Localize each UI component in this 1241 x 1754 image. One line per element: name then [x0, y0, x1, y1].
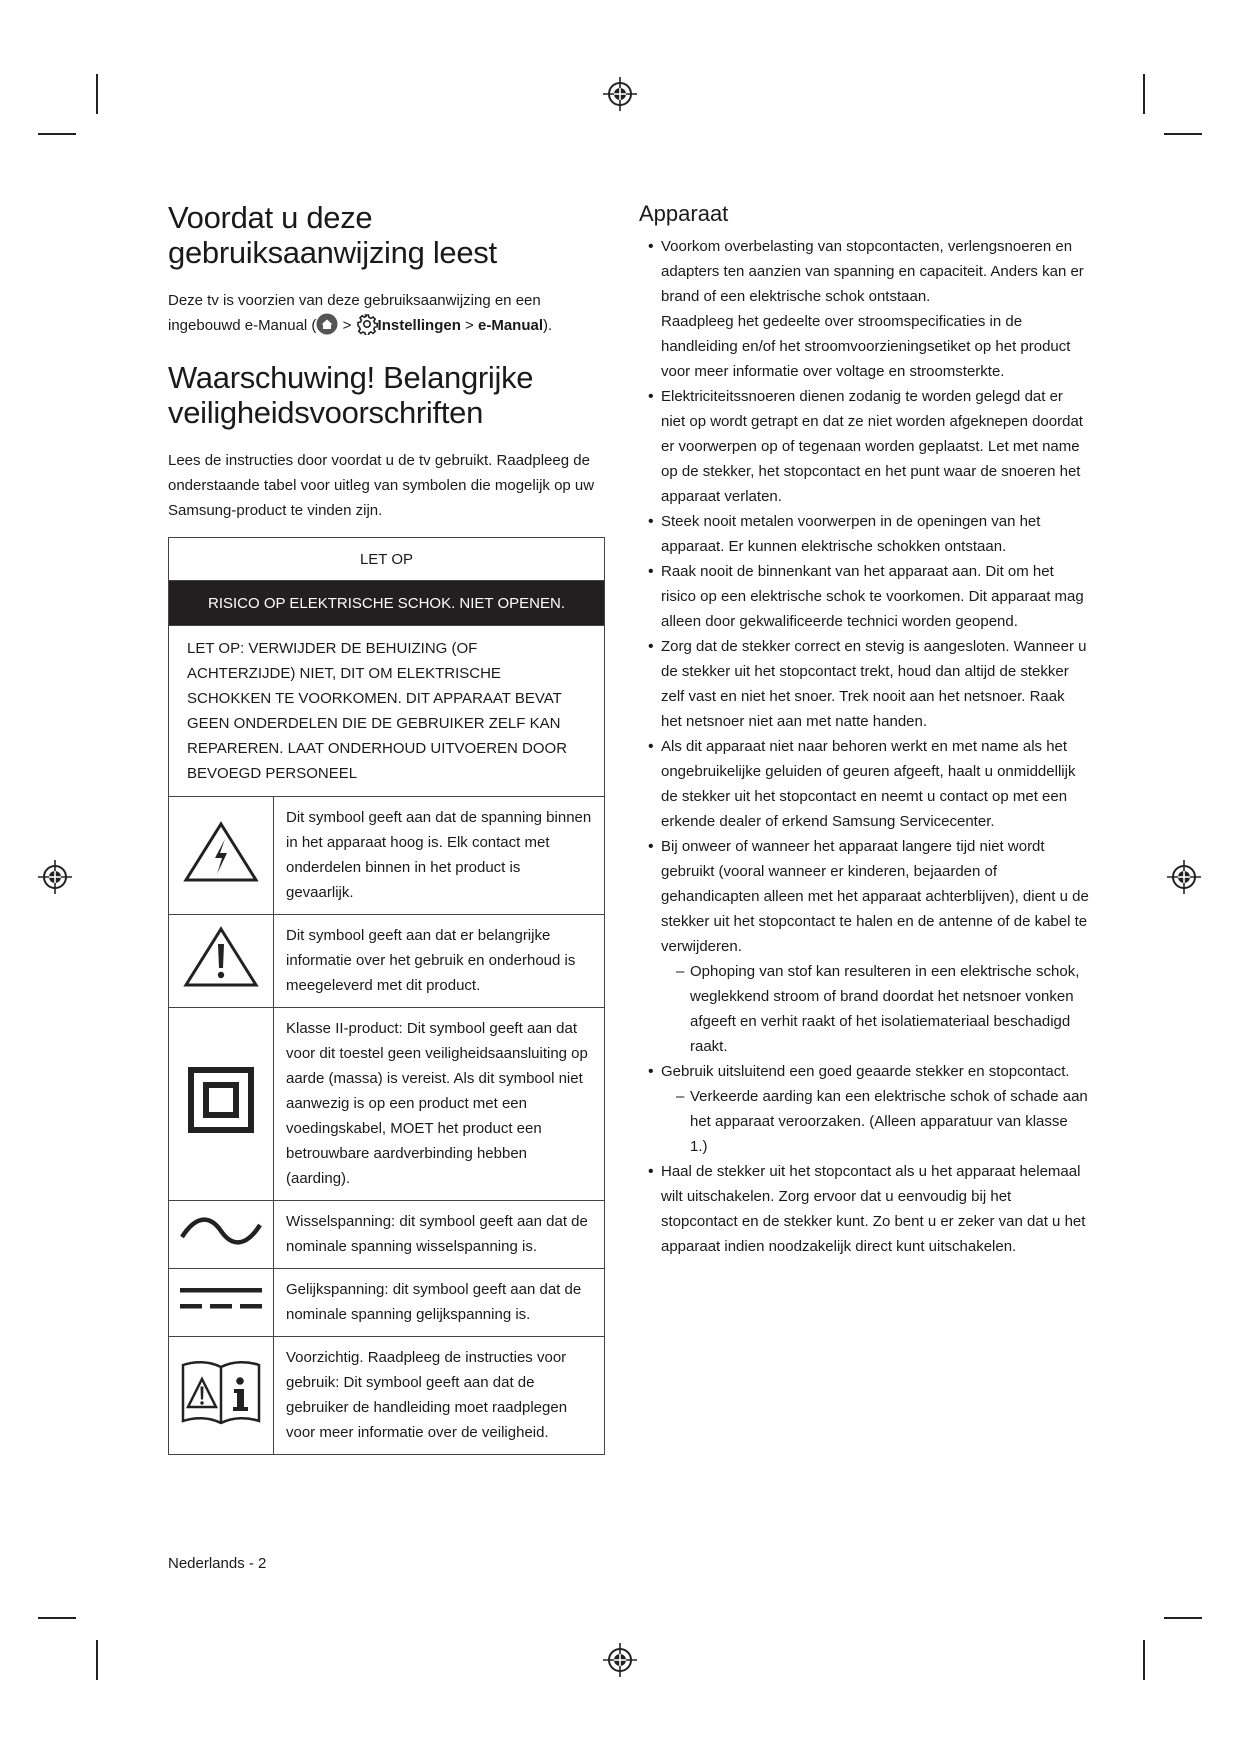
caution-text: LET OP: VERWIJDER DE BEHUIZING (OF ACHTERZIJDE) NIET, DIT OM ELEKTRISCHE SCHOKKEN TE VOORKOMEN. DIT APPARAAT BEVAT GEEN ONDERDELEN DIE DE GEBRUIKER ZELF KAN REPAREREN. LAAT ONDERHOUD UITVOEREN DOOR BEVOEGD PERSONEEL	[169, 626, 605, 797]
safety-symbols-table	[168, 537, 605, 1455]
registration-mark-icon	[38, 860, 72, 894]
left-column	[168, 200, 608, 1455]
table-row	[169, 1337, 605, 1455]
warning-title: Waarschuwing! Belangrijke veiligheidsvoorschriften	[168, 360, 534, 430]
list-item	[639, 509, 1089, 559]
sub-list	[661, 959, 1089, 1059]
crop-mark	[38, 133, 76, 135]
list-item	[639, 1059, 1089, 1159]
row-description: Wisselspanning: dit symbool geeft aan dat de nominale spanning wisselspanning is.	[274, 1201, 605, 1269]
settings-label: Instellingen	[377, 317, 461, 334]
right-column	[639, 200, 1089, 1259]
row-description: Dit symbool geeft aan dat de spanning binnen in het apparaat hoog is. Elk contact met onderdelen binnen in het product is gevaarlijk.	[274, 797, 605, 915]
registration-mark-icon	[603, 1643, 637, 1677]
registration-mark-icon	[603, 77, 637, 111]
intro-text: Deze tv is voorzien van deze gebruiksaanwijzing en een ingebouwd e-Manual (	[168, 292, 541, 334]
list-item	[639, 384, 1089, 509]
gear-icon	[356, 313, 378, 335]
list-item-text: Bij onweer of wanneer het apparaat langere tijd niet wordt gebruikt (vooral wanneer er kinderen, bejaarden of gehandicapten alleen met het apparaat achterblijven), dient u de stekker uit het stopcontact te halen en de antenne of de kabel te verwijderen.	[661, 838, 1089, 955]
crop-mark	[1164, 133, 1202, 135]
nav-separator: >	[460, 317, 478, 334]
dc-voltage-icon	[178, 1282, 264, 1316]
list-item	[639, 634, 1089, 734]
table-header: LET OP	[169, 538, 605, 581]
table-row	[169, 1008, 605, 1201]
list-item-text: Haal de stekker uit het stopcontact als u het apparaat helemaal wilt uitschakelen. Zorg ervoor dat u eenvoudig bij het stopcontact en de stekker kunt. Zo bent u er zeker van dat u het apparaat indien noodzakelijk direct kunt uitschakelen.	[661, 1163, 1086, 1255]
list-item	[639, 559, 1089, 634]
table-row	[169, 797, 605, 915]
row-description: Klasse II-product: Dit symbool geeft aan dat voor dit toestel geen veiligheidsaansluiting op aarde (massa) is vereist. Als dit symbool niet aanwezig is op een product met een voedingskabel, MOET het product een betrouwbare aardverbinding hebben (aarding).	[274, 1008, 605, 1201]
crop-mark	[38, 1617, 76, 1619]
emanual-label: e-Manual	[478, 317, 544, 334]
home-icon	[316, 313, 338, 335]
page-number: Nederlands - 2	[168, 1555, 267, 1572]
exclamation-warning-icon	[181, 924, 261, 990]
list-item-text: Zorg dat de stekker correct en stevig is aangesloten. Wanneer u de stekker uit het stopcontact trekt, houd dan altijd de stekker zelf vast en niet het snoer. Trek nooit aan het netsnoer. Raak het netsnoer niet aan met natte handen.	[661, 638, 1087, 730]
table-row	[169, 1201, 605, 1269]
sub-list-item: – Verkeerde aarding kan een elektrische schok of schade aan het apparaat veroorzaken. (Alleen apparatuur van klasse 1.)	[680, 1084, 1089, 1159]
warning-paragraph: Lees de instructies door voordat u de tv gebruikt. Raadpleeg de onderstaande tabel voor uitleg van symbolen die mogelijk op uw Samsung-product te vinden zijn.	[168, 452, 595, 519]
list-item	[639, 834, 1089, 1059]
row-description: Voorzichtig. Raadpleeg de instructies voor gebruik: Dit symbool geeft aan dat de gebruiker de handleiding moet raadplegen voor meer informatie over de veiligheid.	[274, 1337, 605, 1455]
list-item	[639, 1159, 1089, 1259]
risk-banner: RISICO OP ELEKTRISCHE SCHOK. NIET OPENEN.	[169, 581, 605, 626]
manual-caution-icon	[179, 1357, 263, 1427]
list-item-text: Steek nooit metalen voorwerpen in de openingen van het apparaat. Er kunnen elektrische schokken ontstaan.	[661, 513, 1041, 555]
sub-list-item: – Ophoping van stof kan resulteren in een elektrische schok, weglekkend stroom of brand doordat het netsnoer vonken afgeeft en verhit raakt of het isolatiemateriaal beschadigd raakt.	[680, 959, 1089, 1059]
crop-mark	[1143, 1640, 1145, 1680]
intro-text-suffix: ).	[543, 317, 553, 334]
table-row	[169, 1269, 605, 1337]
list-item	[639, 734, 1089, 834]
list-item	[639, 234, 1089, 384]
apparaat-list	[639, 234, 1089, 1259]
section-title: Apparaat	[639, 201, 729, 226]
row-description: Gelijkspanning: dit symbool geeft aan dat de nominale spanning gelijkspanning is.	[274, 1269, 605, 1337]
list-item-text: Raak nooit de binnenkant van het apparaat aan. Dit om het risico op een elektrische schok te voorkomen. Dit apparaat mag alleen door gekwalificeerde technici worden geopend.	[661, 563, 1084, 630]
page-title: Voordat u deze gebruiksaanwijzing leest	[168, 200, 497, 270]
table-row	[169, 915, 605, 1008]
crop-mark	[96, 1640, 98, 1680]
row-description: Dit symbool geeft aan dat er belangrijke informatie over het gebruik en onderhoud is meegeleverd met dit product.	[274, 915, 605, 1008]
list-item-text: Elektriciteitssnoeren dienen zodanig te worden gelegd dat er niet op wordt getrapt en dat ze niet worden afgeknepen doordat er voorwerpen op of tegenaan worden geplaatst. Let met name op de stekker, het stopcontact en het punt waar de snoeren het apparaat verlaten.	[661, 388, 1083, 505]
high-voltage-icon	[181, 819, 261, 885]
list-item-text: Gebruik uitsluitend een goed geaarde stekker en stopcontact.	[661, 1063, 1070, 1080]
registration-mark-icon	[1167, 860, 1201, 894]
list-item-note: Raadpleeg het gedeelte over stroomspecificaties in de handleiding en/of het stroomvoorzieningsetiket op het product voor meer informatie over voltage en stroomsterkte.	[661, 313, 1071, 380]
crop-mark	[96, 74, 98, 114]
crop-mark	[1143, 74, 1145, 114]
nav-separator: >	[338, 317, 356, 334]
sub-list	[661, 1084, 1089, 1159]
crop-mark	[1164, 1617, 1202, 1619]
list-item-text: Voorkom overbelasting van stopcontacten, verlengsnoeren en adapters ten aanzien van spanning en capaciteit. Anders kan er brand of een elektrische schok ontstaan.	[661, 238, 1084, 305]
list-item-text: Als dit apparaat niet naar behoren werkt en met name als het ongebruikelijke geluiden of geuren afgeeft, haalt u onmiddellijk de stekker uit het stopcontact en neemt u contact op met een erkende dealer of erkend Samsung Servicecenter.	[661, 738, 1076, 830]
class-ii-icon	[185, 1064, 257, 1136]
intro-paragraph	[168, 288, 608, 338]
ac-voltage-icon	[178, 1211, 264, 1251]
